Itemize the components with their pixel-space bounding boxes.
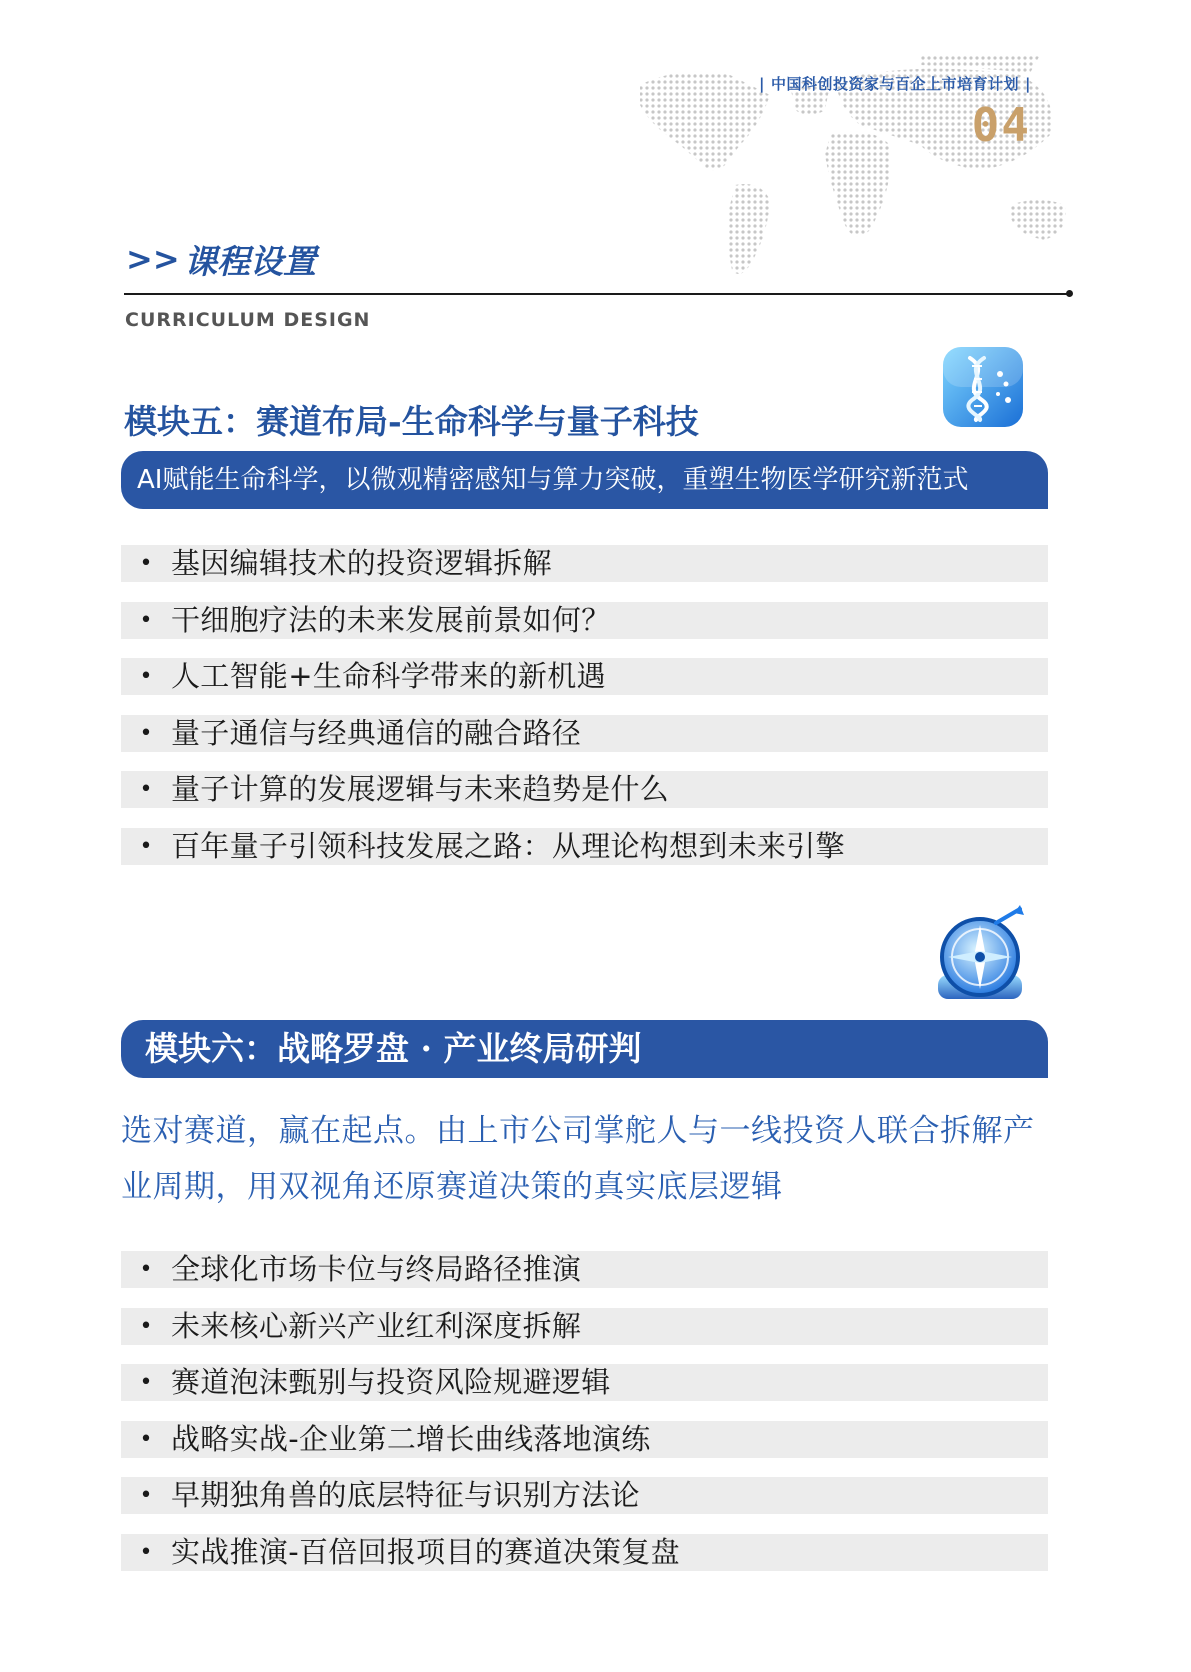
module6-description: 选对赛道，赢在起点。由上市公司掌舵人与一线投资人联合拆解产业周期，用双视角还原赛道决策的真实底层逻辑: [121, 1113, 1035, 1205]
bullet-icon: •: [139, 607, 153, 633]
list-item-text: 早期独角兽的底层特征与识别方法论: [171, 1478, 640, 1512]
bullet-icon: •: [139, 1313, 153, 1339]
list-item-text: 量子计算的发展逻辑与未来趋势是什么: [171, 772, 670, 806]
list-item: [121, 1477, 1048, 1514]
page-subtitle: CURRICULUM DESIGN: [125, 309, 371, 331]
module5-list: [121, 545, 1048, 884]
title-arrow: >>: [126, 240, 180, 278]
bullet-icon: •: [139, 1370, 153, 1395]
compass-icon: [924, 905, 1036, 1017]
list-item-text: 赛道泡沫甄别与投资风险规避逻辑: [171, 1365, 611, 1399]
list-item-text: 实战推演-百倍回报项目的赛道决策复盘: [171, 1534, 680, 1569]
module5-title: 模块五：赛道布局-生命科学与量子科技: [124, 402, 699, 441]
dna-icon: [940, 344, 1026, 430]
list-item-text: 未来核心新兴产业红利深度拆解: [171, 1308, 582, 1343]
bullet-icon: •: [139, 1426, 153, 1452]
module6-banner-title: 模块六：战略罗盘 · 产业终局研判: [121, 1020, 1048, 1078]
bullet-icon: •: [139, 664, 153, 689]
page-number: 04: [971, 98, 1031, 152]
list-item-text: 干细胞疗法的未来发展前景如何？: [171, 602, 611, 637]
list-item-text: 战略实战-企业第二增长曲线落地演练: [171, 1421, 651, 1456]
module6-list: [121, 1251, 1048, 1590]
list-item: [121, 545, 1048, 582]
module5-banner: AI赋能生命科学，以微观精密感知与算力突破，重塑生物医学研究新范式: [121, 451, 1048, 509]
brand-header: [753, 73, 1037, 94]
list-item: [121, 828, 1048, 865]
bullet-icon: •: [139, 1257, 153, 1282]
list-item: [121, 1251, 1048, 1288]
brand-bar-right: |: [1025, 75, 1031, 93]
title-divider: [124, 293, 1070, 295]
bullet-icon: •: [139, 1539, 153, 1565]
list-item: [121, 602, 1048, 639]
page-title: 课程设置: [184, 242, 316, 281]
bullet-icon: •: [139, 833, 153, 859]
list-item: [121, 1308, 1048, 1345]
bullet-icon: •: [139, 777, 153, 802]
list-item-text: 全球化市场卡位与终局路径推演: [171, 1252, 582, 1286]
list-item-text: 基因编辑技术的投资逻辑拆解: [171, 546, 552, 580]
list-item: [121, 1364, 1048, 1401]
list-item-text: 人工智能+生命科学带来的新机遇: [171, 659, 606, 693]
list-item: [121, 715, 1048, 752]
brand-text: 中国科创投资家与百企上市培育计划: [771, 75, 1020, 93]
list-item: [121, 1534, 1048, 1571]
brand-bar-left: |: [759, 75, 765, 93]
list-item: [121, 771, 1048, 808]
list-item-text: 百年量子引领科技发展之路：从理论构想到未来引擎: [171, 828, 845, 863]
bullet-icon: •: [139, 551, 153, 576]
bullet-icon: •: [139, 1483, 153, 1508]
title-divider-dot: [1066, 290, 1073, 297]
list-item: [121, 1421, 1048, 1458]
bullet-icon: •: [139, 720, 153, 746]
list-item-text: 量子通信与经典通信的融合路径: [171, 715, 582, 750]
list-item: [121, 658, 1048, 695]
